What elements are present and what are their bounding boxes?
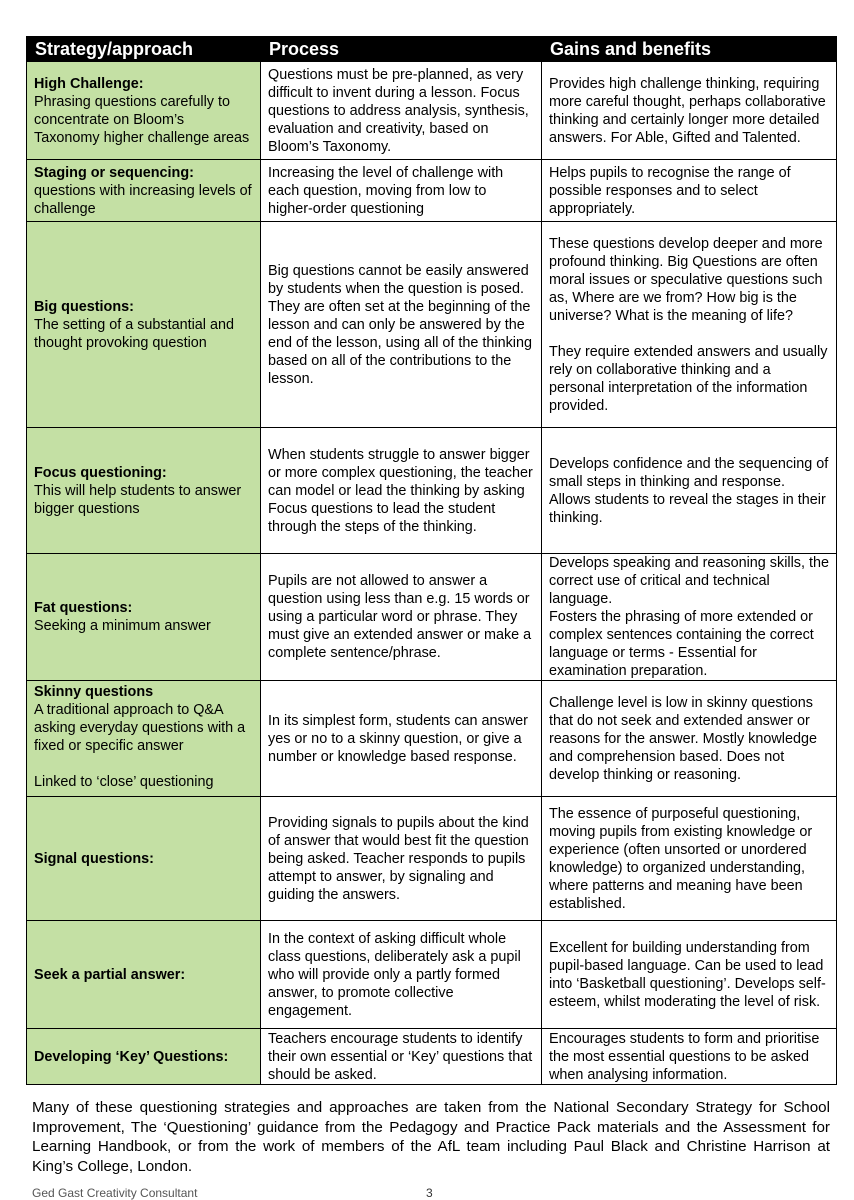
strategy-title: Signal questions:	[34, 850, 154, 867]
gains-text-2: They require extended answers and usually rely on collaborative thinking and a personal interpretation of the information provided.	[549, 343, 828, 414]
strategies-table	[26, 36, 837, 1085]
table-row	[27, 1029, 837, 1085]
process-cell: Questions must be pre-planned, as very difficult to invent during a lesson. Focus questions to address analysis, synthesis, evaluation and creativity, based on Bloom’s Taxonomy.	[261, 62, 542, 160]
process-cell: Pupils are not allowed to answer a question using less than e.g. 15 words or using a particular word or phrase. They must give an extended answer or make a complete sentence/phrase.	[261, 554, 542, 681]
strategy-title: High Challenge:	[34, 75, 144, 92]
strategy-cell	[27, 428, 261, 554]
gains-text-2: Fosters the phrasing of more extended or complex sentences containing the correct language or terms - Essential for examination preparation.	[549, 609, 814, 679]
table-row	[27, 428, 837, 554]
strategy-note: Linked to ‘close’ questioning	[34, 774, 214, 790]
gains-cell	[542, 554, 837, 681]
strategy-description: Phrasing questions carefully to concentrate on Bloom’s Taxonomy higher challenge areas	[34, 93, 250, 146]
gains-cell: Helps pupils to recognise the range of possible responses and to select appropriately.	[542, 160, 837, 222]
strategy-description: questions with increasing levels of challenge	[34, 182, 252, 217]
table-row	[27, 797, 837, 921]
process-cell: In its simplest form, students can answer yes or no to a skinny question, or give a number or knowledge based response.	[261, 681, 542, 797]
gains-cell: Excellent for building understanding from pupil-based language. Can be used to lead into ‘Basketball questioning’. Develops self-esteem, whilst moderating the level of risk.	[542, 921, 837, 1029]
footer-author: Ged Gast Creativity Consultant	[32, 1186, 198, 1200]
header-strategy: Strategy/approach	[27, 37, 261, 62]
table-row	[27, 62, 837, 160]
process-cell: Teachers encourage students to identify their own essential or ‘Key’ questions that should be asked.	[261, 1029, 542, 1085]
header-process: Process	[261, 37, 542, 62]
source-paragraph: Many of these questioning strategies and approaches are taken from the National Secondary Strategy for School Improvement, The ‘Questioning’ guidance from the Pedagogy and Practice Pack materials and the Assessment for Learning Handbook, or from the work of members of the AfL team including Paul Black and Christine Harrison at King’s College, London.	[32, 1099, 830, 1175]
gains-text: These questions develop deeper and more profound thinking. Big Questions are often moral issues or speculative questions such as, Where are we from? How big is the universe? What is the meaning of life?	[549, 235, 823, 324]
strategy-title: Fat questions:	[34, 600, 133, 616]
header-gains: Gains and benefits	[542, 37, 837, 62]
gains-cell: Develops confidence and the sequencing of small steps in thinking and response. Allows students to reveal the stages in their thinking.	[542, 428, 837, 554]
strategy-cell	[27, 1029, 261, 1085]
strategy-cell	[27, 797, 261, 921]
process-cell: Big questions cannot be easily answered by students when the question is posed. They are often set at the beginning of the lesson and can only be answered by the end of the lesson, using all of the thinking based on all of the contributions to the lesson.	[261, 222, 542, 428]
gains-cell: The essence of purposeful questioning, moving pupils from existing knowledge or experience (often unsorted or unordered knowledge) to organized understanding, where patterns and meaning have been established.	[542, 797, 837, 921]
table-row	[27, 921, 837, 1029]
process-cell: Increasing the level of challenge with each question, moving from low to higher-order questioning	[261, 160, 542, 222]
strategy-cell	[27, 160, 261, 222]
process-cell: Providing signals to pupils about the kind of answer that would best fit the question being asked. Teacher responds to pupils attempt to answer, by signaling and guiding the answers.	[261, 797, 542, 921]
strategy-cell	[27, 62, 261, 160]
strategy-title: Skinny questions	[34, 684, 154, 700]
strategy-description: A traditional approach to Q&A asking everyday questions with a fixed or specific answer	[34, 702, 246, 754]
gains-cell: Provides high challenge thinking, requiring more careful thought, perhaps collaborative thinking and certainly longer more detailed answers. For Able, Gifted and Talented.	[542, 62, 837, 160]
gains-cell: Encourages students to form and prioritise the most essential questions to be asked when analysing information.	[542, 1029, 837, 1085]
gains-cell	[542, 222, 837, 428]
strategy-cell	[27, 554, 261, 681]
strategy-cell	[27, 681, 261, 797]
table-row	[27, 160, 837, 222]
strategy-description: Seeking a minimum answer	[34, 618, 211, 634]
process-cell: When students struggle to answer bigger or more complex questioning, the teacher can model or lead the thinking by asking Focus questions to lead the student through the steps of the thinking.	[261, 428, 542, 554]
strategy-title: Big questions:	[34, 298, 134, 315]
strategy-description: The setting of a substantial and thought provoking question	[34, 316, 235, 351]
strategy-title: Staging or sequencing:	[34, 164, 194, 181]
table-row	[27, 681, 837, 797]
strategy-description: This will help students to answer bigger questions	[34, 482, 242, 517]
table-row	[27, 222, 837, 428]
strategy-cell	[27, 222, 261, 428]
strategy-title: Developing ‘Key’ Questions:	[34, 1048, 229, 1065]
strategy-title: Focus questioning:	[34, 464, 167, 481]
gains-text: Develops speaking and reasoning skills, the correct use of critical and technical language.	[549, 555, 829, 607]
table-row	[27, 554, 837, 681]
table-header-row	[27, 37, 837, 62]
process-cell: In the context of asking difficult whole class questions, deliberately ask a pupil who will provide only a partly formed answer, to promote collective engagement.	[261, 921, 542, 1029]
gains-cell: Challenge level is low in skinny questions that do not seek and extended answer or reasons for the answer. Mostly knowledge and comprehension based. Does not develop thinking or reasoning.	[542, 681, 837, 797]
strategy-cell	[27, 921, 261, 1029]
strategy-title: Seek a partial answer:	[34, 966, 186, 983]
page-number: 3	[426, 1186, 433, 1200]
